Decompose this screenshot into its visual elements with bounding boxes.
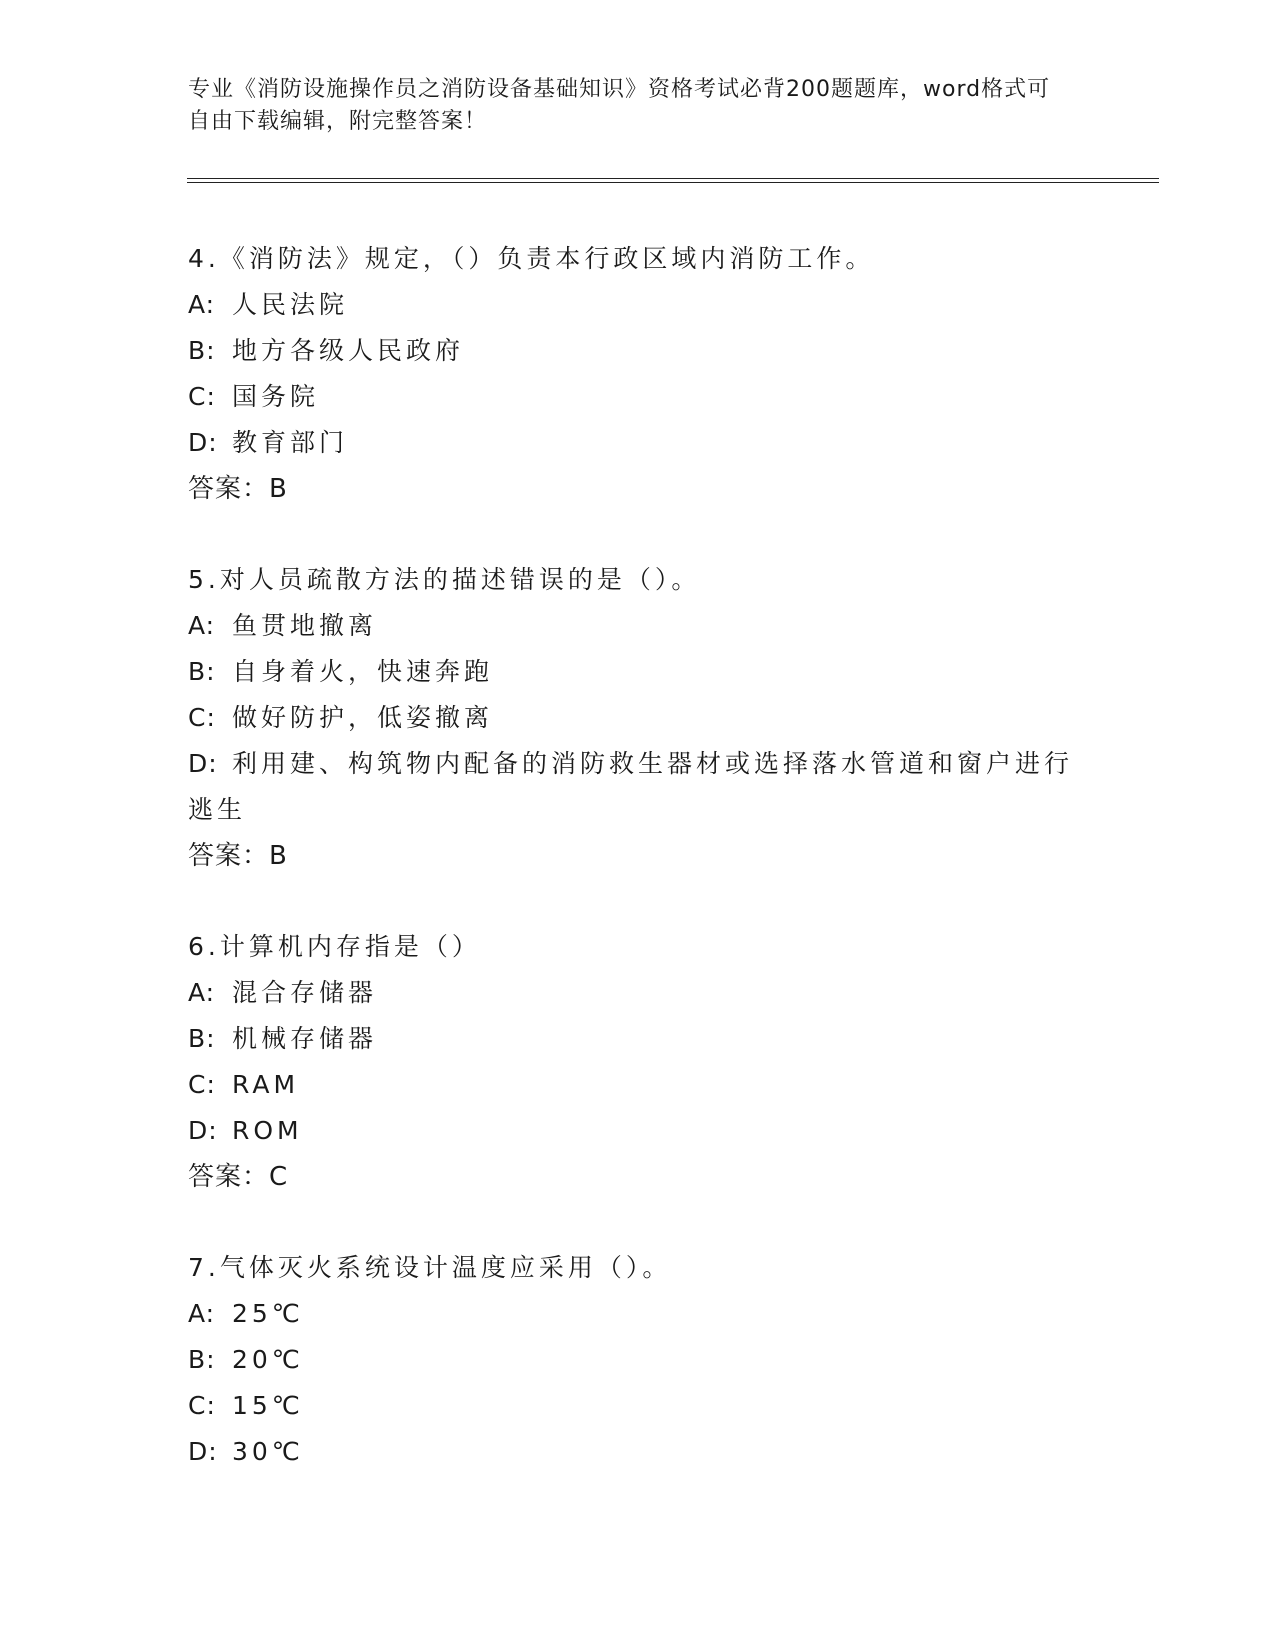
option-c xyxy=(188,1383,1088,1429)
option-letter: A: xyxy=(188,1299,216,1328)
option-d xyxy=(188,1429,1088,1475)
question-item xyxy=(188,236,1088,512)
option-text: RAM xyxy=(232,1070,300,1099)
option-letter: A: xyxy=(188,611,216,640)
question-stem: 4.《消防法》规定，（）负责本行政区域内消防工作。 xyxy=(188,244,875,273)
option-letter: B: xyxy=(188,336,216,365)
option-letter: B: xyxy=(188,657,216,686)
option-b xyxy=(188,328,1088,374)
option-a xyxy=(188,603,1088,649)
option-d xyxy=(188,1108,1088,1154)
question-item xyxy=(188,1245,1088,1475)
option-letter: D: xyxy=(188,749,218,778)
option-letter: D: xyxy=(188,428,218,457)
option-text: 人民法院 xyxy=(232,290,349,319)
option-text: 15℃ xyxy=(232,1391,304,1420)
option-letter: A: xyxy=(188,978,216,1007)
option-letter: D: xyxy=(188,1437,218,1466)
answer-line: 答案：C xyxy=(188,1162,289,1192)
question-stem: 5.对人员疏散方法的描述错误的是（）。 xyxy=(188,565,701,594)
option-c xyxy=(188,695,1088,741)
question-stem: 6.计算机内存指是（） xyxy=(188,932,481,961)
option-a xyxy=(188,282,1088,328)
option-text: 自身着火，快速奔跑 xyxy=(232,657,494,686)
option-letter: A: xyxy=(188,290,216,319)
answer-line: 答案：B xyxy=(188,474,288,504)
option-b xyxy=(188,1337,1088,1383)
header-divider-bottom xyxy=(187,182,1159,183)
answer-line: 答案：B xyxy=(188,841,288,871)
option-b xyxy=(188,649,1088,695)
option-text: 20℃ xyxy=(232,1345,304,1374)
option-text: 地方各级人民政府 xyxy=(232,336,465,365)
option-text: 混合存储器 xyxy=(232,978,378,1007)
option-text: ROM xyxy=(232,1116,303,1145)
question-item xyxy=(188,924,1088,1200)
option-letter: C: xyxy=(188,382,216,411)
question-stem: 7.气体灭火系统设计温度应采用（）。 xyxy=(188,1253,672,1282)
option-a xyxy=(188,1291,1088,1337)
header-divider-top xyxy=(187,178,1159,179)
option-text: 30℃ xyxy=(232,1437,304,1466)
option-text: 做好防护，低姿撤离 xyxy=(232,703,494,732)
option-c xyxy=(188,374,1088,420)
option-a xyxy=(188,970,1088,1016)
option-text: 利用建、构筑物内配备的消防救生器材或选择落水管道和窗户进行逃生 xyxy=(188,749,1074,824)
option-text: 鱼贯地撤离 xyxy=(232,611,378,640)
option-text: 国务院 xyxy=(232,382,320,411)
question-list xyxy=(188,236,1088,1520)
option-letter: C: xyxy=(188,1391,216,1420)
option-letter: D: xyxy=(188,1116,218,1145)
option-letter: B: xyxy=(188,1345,216,1374)
option-text: 教育部门 xyxy=(232,428,349,457)
option-b xyxy=(188,1016,1088,1062)
option-letter: B: xyxy=(188,1024,216,1053)
option-text: 25℃ xyxy=(232,1299,304,1328)
option-letter: C: xyxy=(188,703,216,732)
question-item xyxy=(188,557,1088,879)
option-text: 机械存储器 xyxy=(232,1024,378,1053)
option-c xyxy=(188,1062,1088,1108)
option-d xyxy=(188,741,1088,833)
document-header: 专业《消防设施操作员之消防设备基础知识》资格考试必背200题题库，word格式可自由下载编辑，附完整答案！ xyxy=(188,77,1051,134)
option-letter: C: xyxy=(188,1070,216,1099)
option-d xyxy=(188,420,1088,466)
